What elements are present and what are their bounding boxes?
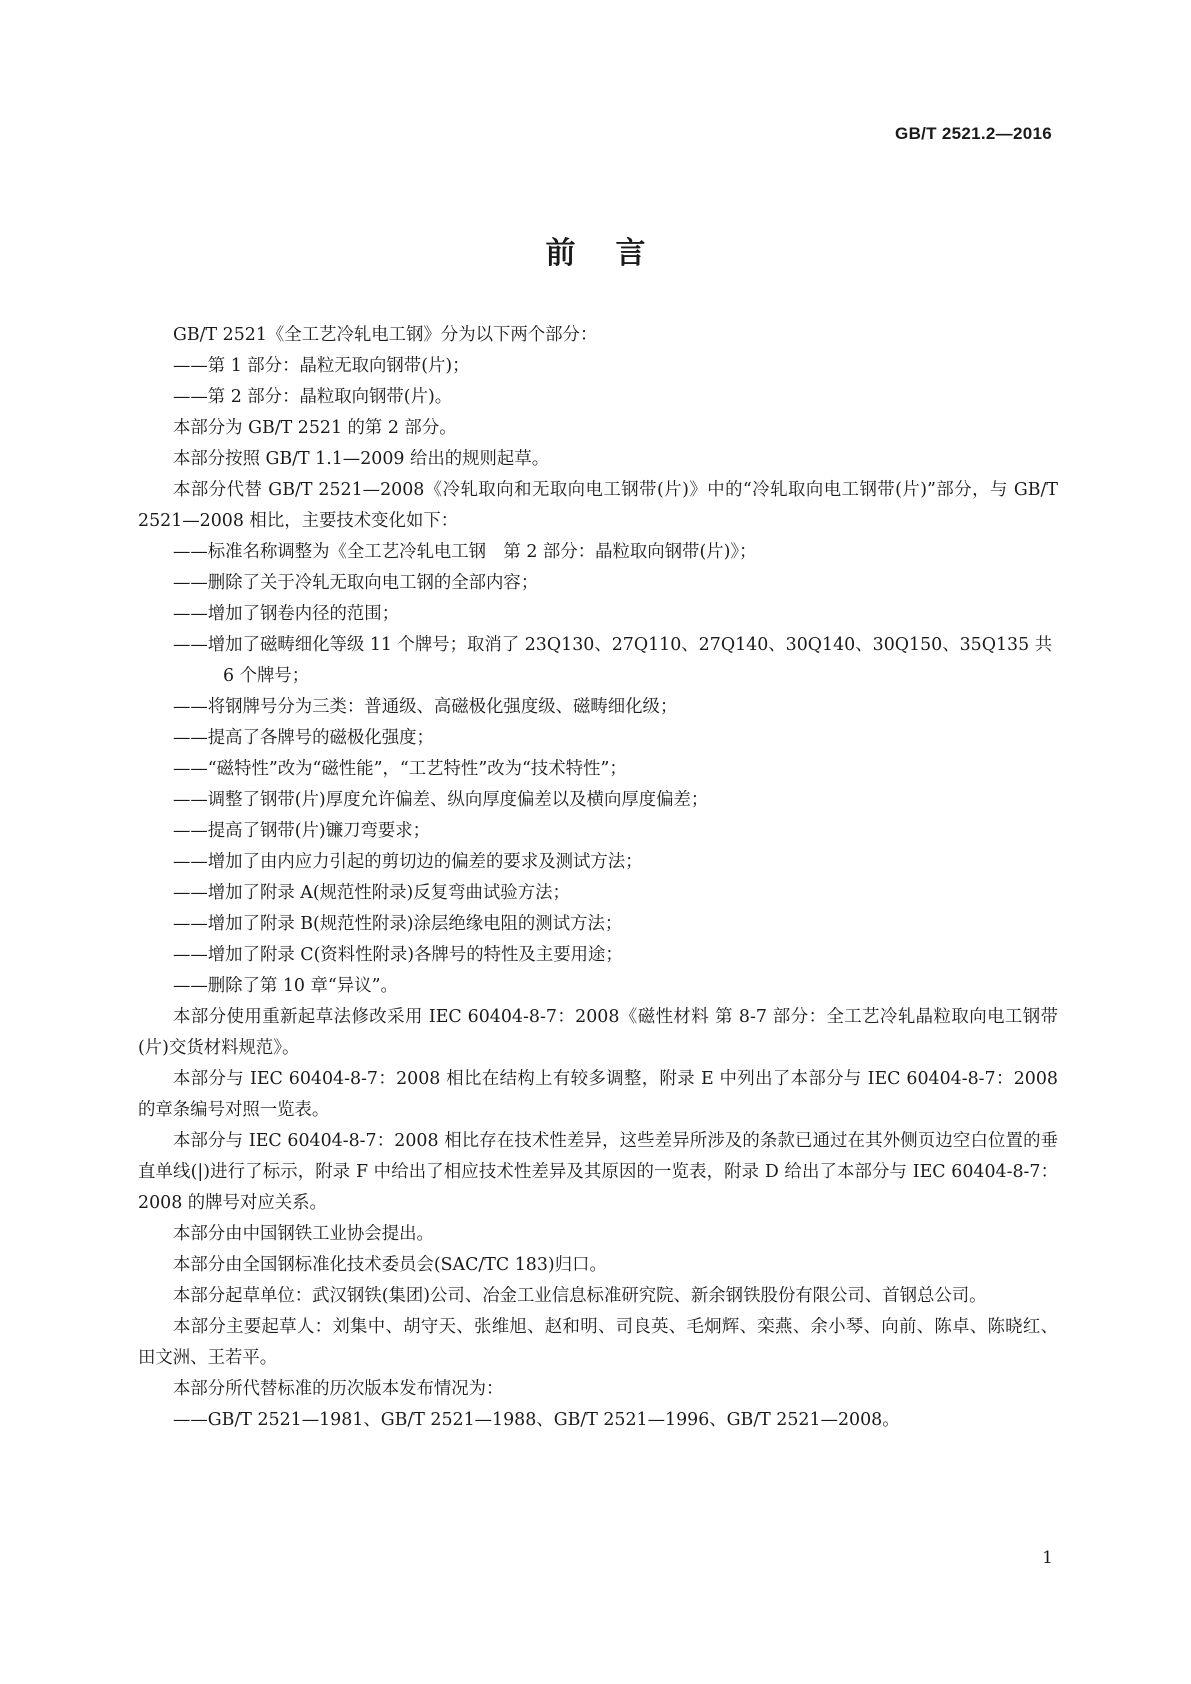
list-item: ——标准名称调整为《全工艺冷轧电工钢 第 2 部分：晶粒取向钢带(片)》； [173, 542, 757, 562]
list-item: ——增加了钢卷内径的范围； [173, 604, 400, 624]
standard-code: GB/T 2521.2—2016 [895, 124, 1052, 143]
list-item: ——将钢牌号分为三类：普通级、高磁极化强度级、磁畴细化级； [173, 697, 678, 717]
list-item: ——删除了关于冷轧无取向电工钢的全部内容； [173, 573, 539, 593]
paragraph: 本部分与 IEC 60404-8-7：2008 相比存在技术性差异，这些差异所涉及的条款已通过在其外侧页边空白位置的垂直单线(|)进行了标示，附录 F 中给出了相应技术性差异及其原因的一览表，附录 D 给出了本部分与 IEC 60404-8-7：2008 的牌号对应关系。 [138, 1131, 1058, 1213]
page-number: 1 [1042, 1548, 1053, 1568]
list-item: ——GB/T 2521—1981、GB/T 2521—1988、GB/T 2521—1996、GB/T 2521—2008。 [173, 1410, 900, 1430]
list-item: ——删除了第 10 章“异议”。 [173, 976, 398, 996]
paragraph: 本部分为 GB/T 2521 的第 2 部分。 [173, 418, 457, 438]
paragraph: 本部分所代替标准的历次版本发布情况为： [173, 1379, 504, 1399]
paragraph: 本部分起草单位：武汉钢铁(集团)公司、冶金工业信息标准研究院、新余钢铁股份有限公司、首钢总公司。 [173, 1286, 987, 1306]
list-item: ——“磁特性”改为“磁性能”，“工艺特性”改为“技术特性”； [173, 759, 627, 779]
paragraph: GB/T 2521《全工艺冷轧电工钢》分为以下两个部分： [173, 325, 598, 345]
page-title: 前言 [545, 236, 686, 271]
paragraph: 本部分按照 GB/T 1.1—2009 给出的规则起草。 [173, 449, 550, 469]
list-item: ——增加了由内应力引起的剪切边的偏差的要求及测试方法； [173, 852, 643, 872]
list-item: ——提高了各牌号的磁极化强度； [173, 728, 434, 748]
document-body [138, 320, 1058, 1436]
list-item: ——增加了磁畴细化等级 11 个牌号；取消了 23Q130、27Q110、27Q140、30Q140、30Q150、35Q135 共 6 个牌号； [173, 635, 1053, 686]
paragraph: 本部分主要起草人：刘集中、胡守天、张维旭、赵和明、司良英、毛炯辉、栾燕、余小琴、向前、陈卓、陈晓红、田文洲、王若平。 [138, 1317, 1058, 1368]
paragraph: 本部分使用重新起草法修改采用 IEC 60404-8-7：2008《磁性材料 第 8-7 部分：全工艺冷轧晶粒取向电工钢带(片)交货材料规范》。 [138, 1007, 1058, 1058]
paragraph: 本部分与 IEC 60404-8-7：2008 相比在结构上有较多调整，附录 E 中列出了本部分与 IEC 60404-8-7：2008的章条编号对照一览表。 [138, 1069, 1058, 1120]
paragraph: 本部分由全国钢标准化技术委员会(SAC/TC 183)归口。 [173, 1255, 607, 1275]
list-item: ——增加了附录 C(资料性附录)各牌号的特性及主要用途； [173, 945, 623, 965]
paragraph: 本部分由中国钢铁工业协会提出。 [173, 1224, 434, 1244]
list-item: ——提高了钢带(片)镰刀弯要求； [173, 821, 431, 841]
list-item: ——增加了附录 B(规范性附录)涂层绝缘电阻的测试方法； [173, 914, 623, 934]
paragraph: 本部分代替 GB/T 2521—2008《冷轧取向和无取向电工钢带(片)》中的“冷轧取向电工钢带(片)”部分，与 GB/T 2521—2008 相比，主要技术变化如下： [138, 480, 1058, 531]
list-item: ——第 2 部分：晶粒取向钢带(片)。 [173, 387, 453, 407]
list-item: ——增加了附录 A(规范性附录)反复弯曲试验方法； [173, 883, 570, 903]
list-item: ——第 1 部分：晶粒无取向钢带(片)； [173, 356, 470, 376]
list-item: ——调整了钢带(片)厚度允许偏差、纵向厚度偏差以及横向厚度偏差； [173, 790, 709, 810]
